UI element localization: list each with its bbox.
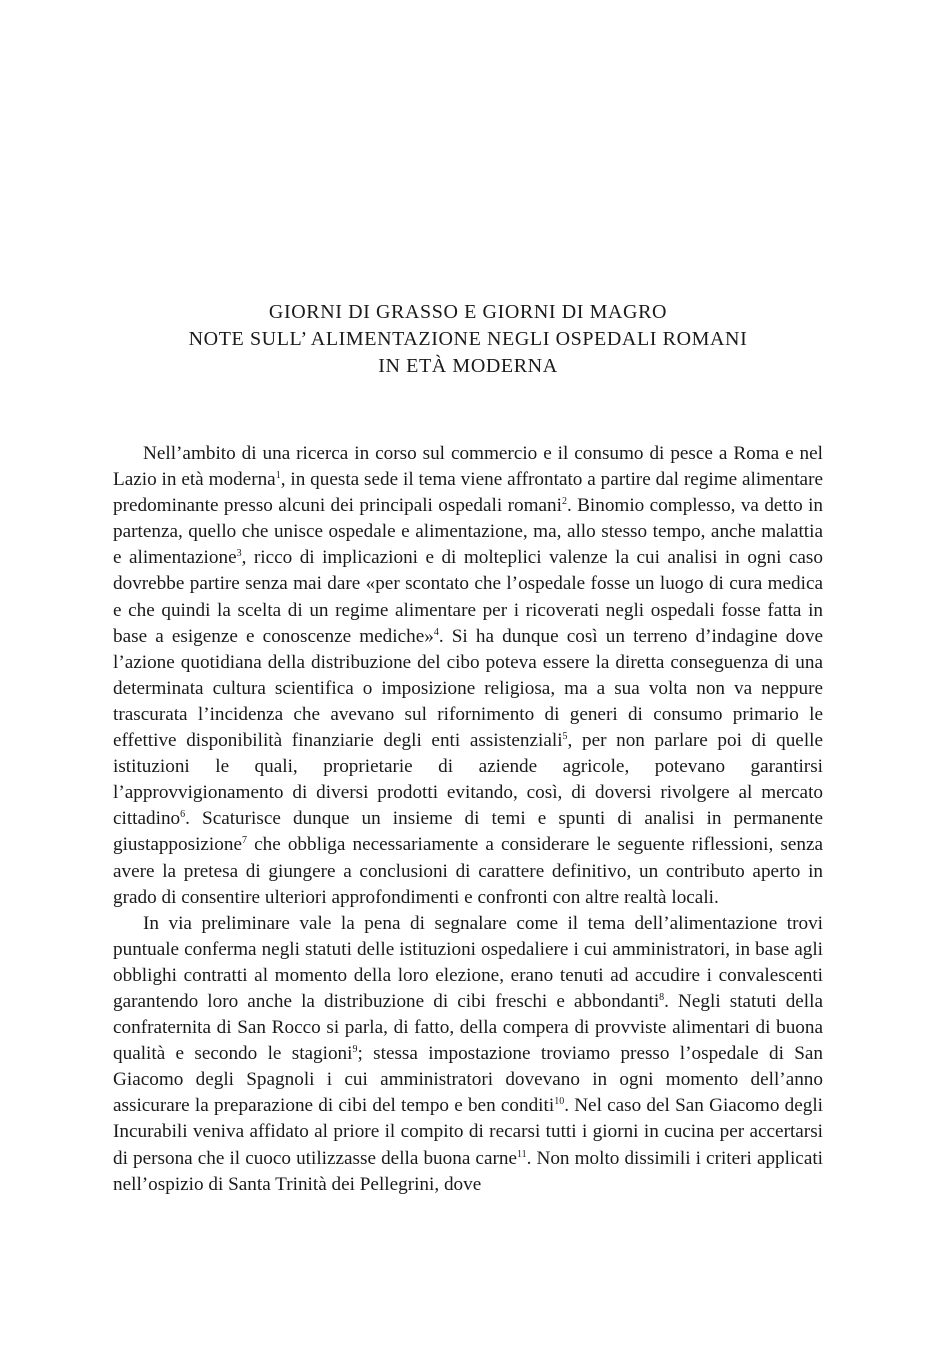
footnote-ref: 3 — [236, 548, 242, 560]
paragraph-2 — [113, 911, 823, 1198]
footnote-ref: 6 — [180, 809, 186, 821]
text-run: Nell’ambito di una ricerca in corso sul commercio e il consumo di pesce a Roma e nel Lazio in età moderna — [113, 443, 823, 491]
body-text — [113, 441, 823, 1198]
title-line-1: GIORNI DI GRASSO E GIORNI DI MAGRO — [268, 301, 668, 323]
footnote-ref: 5 — [562, 731, 568, 743]
footnote-ref: 9 — [352, 1044, 358, 1056]
text-run: . Nel caso del San Giacomo degli Incurabili veniva affidato al priore il compito di recarsi tutti i giorni in cucina per accertarsi di persona che il cuoco utilizzasse della buona carne — [113, 1095, 824, 1169]
text-run: , in questa sede il tema viene affrontato a partire dal regime alimentare predominante presso alcuni dei principali ospedali romani — [113, 469, 823, 517]
text-run: . Non molto dissimili i criteri applicati nell’ospizio di Santa Trinità dei Pellegrini, dove — [113, 1147, 824, 1195]
text-run: che obbliga necessariamente a considerare le seguente riflessioni, senza avere la pretesa di giungere a conclusioni di carattere definitivo, un contributo aperto in grado di consentire ulteriori approfondimenti e confronti con altre realtà locali. — [113, 834, 823, 908]
text-run: . Scaturisce dunque un insieme di temi e spunti di analisi in permanente giustapposizione — [113, 808, 823, 856]
text-run: ; stessa impostazione troviamo presso l’ospedale di San Giacomo degli Spagnoli i cui amministratori dovevano in ogni momento dell’anno assicurare la preparazione di cibi del tempo e ben conditi — [113, 1043, 823, 1117]
text-run: . Negli statuti della confraternita di San Rocco si parla, di fatto, della compera di provviste alimentari di buona qualità e secondo le stagioni — [113, 990, 823, 1065]
text-run: , per non parlare poi di quelle istituzioni le quali, proprietarie di aziende agricole, potevano garantirsi l’approvvigionamento di diversi prodotti evitando, così, di doversi rivolgere al mercato cittadino — [113, 730, 823, 830]
footnote-ref: 11 — [516, 1148, 527, 1160]
text-run: . Binomio complesso, va detto in partenza, quello che unisce ospedale e alimentazione, ma, allo stesso tempo, anche malattia e alimentazione — [113, 495, 823, 569]
footnote-ref: 10 — [554, 1096, 565, 1108]
footnote-ref: 1 — [275, 470, 281, 482]
chapter-title — [113, 299, 823, 380]
footnote-ref: 7 — [241, 835, 247, 847]
text-run: In via preliminare vale la pena di segnalare come il tema dell’alimentazione trovi puntuale conferma negli statuti delle istituzioni ospedaliere i cui amministratori, in base agli obblighi contratti al momento della loro elezione, erano tenuti ad accudire i convalescenti garantendo loro anche la distribuzione di cibi freschi e abbondanti — [113, 912, 823, 1012]
footnote-ref: 4 — [433, 626, 439, 638]
footnote-ref: 8 — [659, 991, 665, 1003]
text-run: , ricco di implicazioni e di molteplici valenze la cui analisi in ogni caso dovrebbe partire senza mai dare «per scontato che l’ospedale fosse un luogo di cura medica e che quindi la scelta di un regime alimentare per i ricoverati negli ospedali fosse fatta in base a esigenze e conoscenze mediche» — [113, 547, 823, 647]
title-line-3: IN ETÀ MODERNA — [378, 355, 558, 377]
title-line-2: NOTE SULL’ ALIMENTAZIONE NEGLI OSPEDALI ROMANI — [188, 328, 748, 350]
paragraph-1 — [113, 441, 823, 911]
footnote-ref: 2 — [561, 496, 567, 508]
text-run: . Si ha dunque così un terreno d’indagine dove l’azione quotidiana della distribuzione del cibo poteva essere la diretta conseguenza di una determinata cultura scientifica o imposizione religiosa, ma a sua volta non va neppure trascurata l’incidenza che avevano sul rifornimento di generi di consumo primario le effettive disponibilità finanziarie degli enti assistenziali — [113, 625, 824, 752]
